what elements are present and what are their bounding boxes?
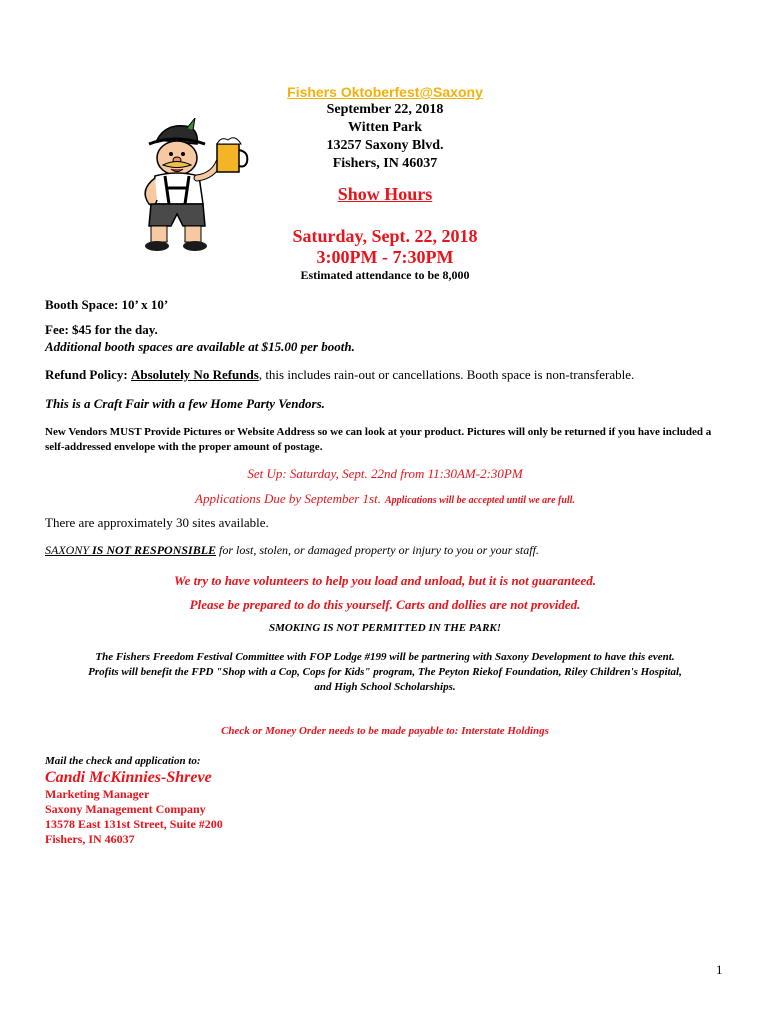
event-venue: Witten Park <box>347 120 422 135</box>
craft-fair-note: This is a Craft Fair with a few Home Party Vendors. <box>45 396 325 411</box>
applications-due-text: Applications Due by September 1st. <box>195 491 381 506</box>
show-day: Saturday, Sept. 22, 2018 <box>292 226 478 246</box>
booth-additional: Additional booth spaces are available at $15.00 per booth. <box>45 339 355 354</box>
contact-city: Fishers, IN 46037 <box>45 832 135 846</box>
event-date: September 22, 2018 <box>326 102 444 117</box>
page-number: 1 <box>716 962 723 977</box>
refund-rest: , this includes rain-out or cancellations. Booth space is non-transferable. <box>258 367 635 382</box>
event-city: Fishers, IN 46037 <box>332 156 438 171</box>
liability-not-responsible: IS NOT RESPONSIBLE <box>89 543 217 557</box>
volunteers-note: We try to have volunteers to help you load and unload, but it is not guaranteed. <box>174 573 596 588</box>
setup-time: Set Up: Saturday, Sept. 22nd from 11:30AM-2:30PM <box>247 466 523 481</box>
payment-note: Check or Money Order needs to be made payable to: Interstate Holdings <box>221 725 549 737</box>
mail-intro: Mail the check and application to: <box>45 755 201 767</box>
liability-rest: for lost, stolen, or damaged property or injury to you or your staff. <box>216 543 539 557</box>
attendance-estimate: Estimated attendance to be 8,000 <box>300 268 470 282</box>
show-time: 3:00PM - 7:30PM <box>316 247 454 267</box>
event-title: Fishers Oktoberfest@Saxony <box>287 84 483 100</box>
partnership-line-2: Profits will benefit the FPD "Shop with a Cop, Cops for Kids" program, The Peyton Riekof Foundation, Riley Children's Hospital, <box>88 666 682 678</box>
partnership-line-1: The Fishers Freedom Festival Committee with FOP Lodge #199 will be partnering with Saxony Development to have this event. <box>95 651 675 663</box>
liability-notice <box>45 543 735 558</box>
booth-space: Booth Space: 10’ x 10’ <box>45 297 169 312</box>
sites-available: There are approximately 30 sites available. <box>45 515 269 530</box>
applications-note: Applications will be accepted until we are full. <box>384 495 575 506</box>
event-street: 13257 Saxony Blvd. <box>326 138 444 153</box>
partnership-line-3: and High School Scholarships. <box>314 681 456 693</box>
show-hours-heading: Show Hours <box>337 184 433 204</box>
refund-policy <box>45 367 735 383</box>
refund-label: Refund Policy: <box>45 367 128 382</box>
contact-street: 13578 East 131st Street, Suite #200 <box>45 817 223 831</box>
contact-name: Candi McKinnies-Shreve <box>45 769 212 786</box>
smoking-notice: SMOKING IS NOT PERMITTED IN THE PARK! <box>268 622 502 634</box>
booth-fee: Fee: $45 for the day. <box>45 322 158 337</box>
new-vendors-note: New Vendors MUST Provide Pictures or Website Address so we can look at your product. Pictures will only be returned if you have included a self-addressed envelope with the proper amount of postage. <box>45 426 712 453</box>
liability-saxony: SAXONY <box>45 543 90 557</box>
refund-emphasis: Absolutely No Refunds <box>130 367 259 382</box>
applications-due <box>0 490 770 508</box>
prepare-note: Please be prepared to do this yourself. Carts and dollies are not provided. <box>189 597 581 612</box>
contact-company: Saxony Management Company <box>45 802 206 816</box>
contact-title: Marketing Manager <box>45 787 150 801</box>
